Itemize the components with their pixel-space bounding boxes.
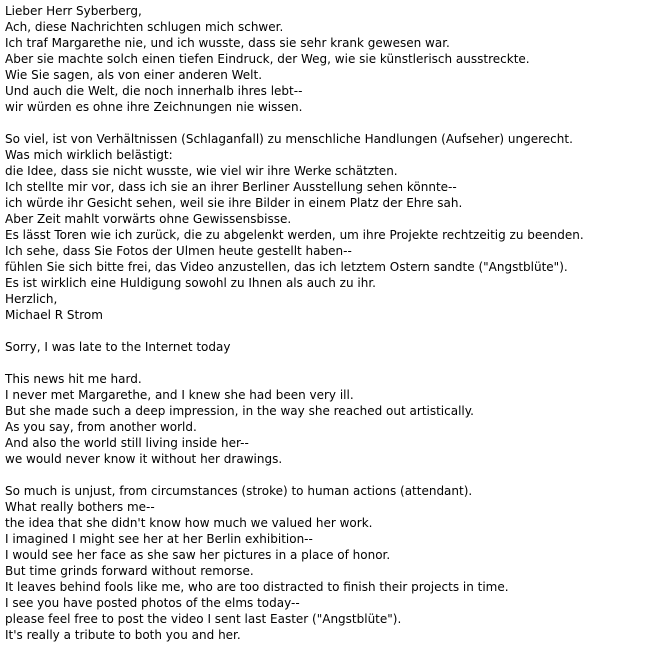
- text-line: Aber Zeit mahlt vorwärts ohne Gewissensbisse.: [5, 212, 292, 226]
- text-line: It's really a tribute to both you and her.: [5, 628, 241, 642]
- text-line: As you say, from another world.: [5, 420, 197, 434]
- text-line: And also the world still living inside her--: [5, 436, 249, 450]
- text-line: It leaves behind fools like me, who are too distracted to finish their projects in time.: [5, 580, 509, 594]
- text-line: fühlen Sie sich bitte frei, das Video anzustellen, das ich letztem Ostern sandte ("Angstblüte").: [5, 260, 568, 274]
- text-line: I see you have posted photos of the elms today--: [5, 596, 300, 610]
- text-line: I never met Margarethe, and I knew she had been very ill.: [5, 388, 354, 402]
- english-paragraph-1: [5, 371, 667, 467]
- text-line: Es lässt Toren wie ich zurück, die zu abgelenkt werden, um ihre Projekte rechtzeitig zu beenden.: [5, 228, 584, 242]
- text-line: please feel free to post the video I sent last Easter ("Angstblüte").: [5, 612, 402, 626]
- english-paragraph-2: [5, 483, 667, 643]
- text-line: Und auch die Welt, die noch innerhalb ihres lebt--: [5, 84, 303, 98]
- text-line: Wie Sie sagen, als von einer anderen Welt.: [5, 68, 263, 82]
- text-line: Ach, diese Nachrichten schlugen mich schwer.: [5, 20, 284, 34]
- greeting-line: Lieber Herr Syberberg,: [5, 4, 142, 18]
- text-line: I would see her face as she saw her pictures in a place of honor.: [5, 548, 391, 562]
- text-line: Es ist wirklich eine Huldigung sowohl zu Ihnen als auch zu ihr.: [5, 276, 376, 290]
- text-line: So viel, ist von Verhältnissen (Schlaganfall) zu menschliche Handlungen (Aufseher) ungerecht.: [5, 132, 573, 146]
- text-line: die Idee, dass sie nicht wusste, wie viel wir ihre Werke schätzten.: [5, 164, 398, 178]
- german-paragraph-1: [5, 19, 667, 115]
- apology-line: Sorry, I was late to the Internet today: [5, 340, 231, 354]
- text-line: But she made such a deep impression, in the way she reached out artistically.: [5, 404, 474, 418]
- text-line: Ich traf Margarethe nie, und ich wusste, dass sie sehr krank gewesen war.: [5, 36, 450, 50]
- text-line: we would never know it without her drawings.: [5, 452, 283, 466]
- text-line: Aber sie machte solch einen tiefen Eindruck, der Weg, wie sie künstlerisch ausstreckte.: [5, 52, 530, 66]
- text-line: ich würde ihr Gesicht sehen, weil sie ihre Bilder in einem Platz der Ehre sah.: [5, 196, 463, 210]
- closing-line: Herzlich,: [5, 292, 58, 306]
- text-line: Ich stellte mir vor, dass ich sie an ihrer Berliner Ausstellung sehen könnte--: [5, 180, 457, 194]
- text-line: So much is unjust, from circumstances (stroke) to human actions (attendant).: [5, 484, 473, 498]
- letter-body: [5, 3, 667, 643]
- text-line: This news hit me hard.: [5, 372, 142, 386]
- text-line: the idea that she didn't know how much we valued her work.: [5, 516, 373, 530]
- paragraph-spacer: [5, 467, 667, 483]
- signature-line: Michael R Strom: [5, 308, 103, 322]
- text-line: I imagined I might see her at her Berlin exhibition--: [5, 532, 313, 546]
- text-line: Was mich wirklich belästigt:: [5, 148, 173, 162]
- text-line: But time grinds forward without remorse.: [5, 564, 254, 578]
- text-line: wir würden es ohne ihre Zeichnungen nie wissen.: [5, 100, 303, 114]
- paragraph-spacer: [5, 115, 667, 131]
- paragraph-spacer: [5, 355, 667, 371]
- paragraph-spacer: [5, 323, 667, 339]
- text-line: What really bothers me--: [5, 500, 155, 514]
- german-paragraph-2: [5, 131, 667, 323]
- text-line: Ich sehe, dass Sie Fotos der Ulmen heute gestellt haben--: [5, 244, 352, 258]
